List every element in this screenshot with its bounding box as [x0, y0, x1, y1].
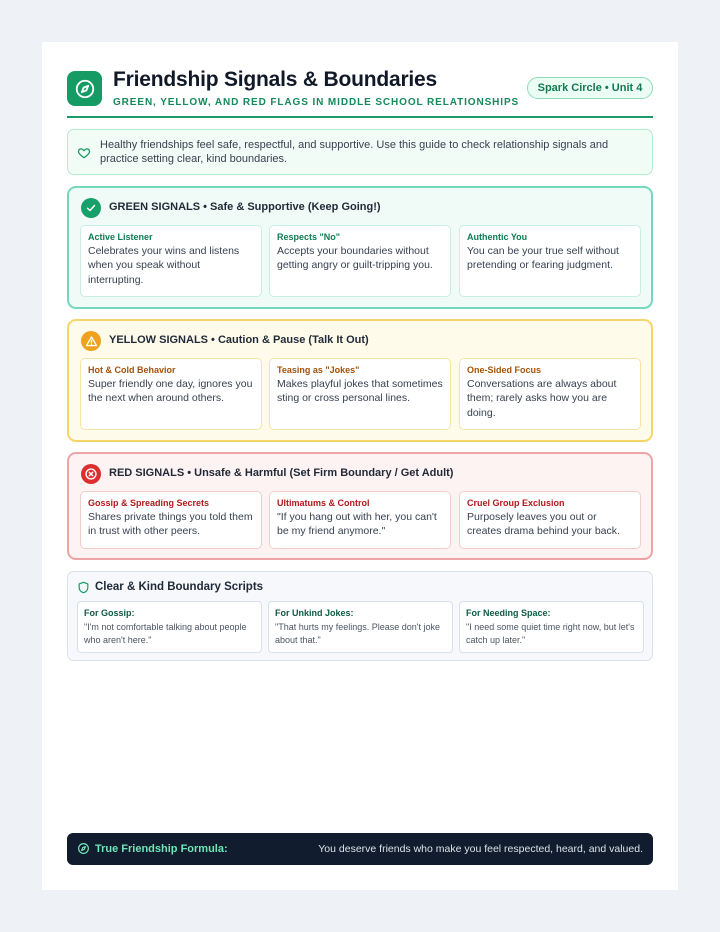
signal-card-title: One-Sided Focus	[467, 365, 542, 375]
signal-card	[459, 225, 641, 297]
boundary-scripts-section	[67, 571, 653, 661]
signal-card-text: Celebrates your wins and listens when you speak without interrupting.	[88, 245, 240, 286]
signal-card-text: Shares private things you told them in trust with other peers.	[88, 511, 253, 538]
signal-card	[80, 225, 262, 297]
signal-card-text: Conversations are always about them; rarely asks how you are doing.	[467, 378, 617, 419]
signal-card-title: Teasing as "Jokes"	[277, 365, 360, 375]
script-card	[268, 601, 453, 653]
warning-icon	[81, 331, 101, 351]
signal-card-title: Gossip & Spreading Secrets	[88, 498, 210, 508]
footer-label: True Friendship Formula:	[95, 843, 228, 855]
compass-icon	[77, 842, 90, 860]
signal-card-title: Cruel Group Exclusion	[467, 498, 565, 508]
signal-card	[459, 358, 641, 430]
shield-icon	[77, 581, 90, 599]
signal-card-text: Makes playful jokes that sometimes sting or cross personal lines.	[277, 378, 443, 405]
signal-card	[459, 491, 641, 549]
script-card-text: "I'm not comfortable talking about people who aren't here."	[84, 622, 247, 645]
scripts-title: Clear & Kind Boundary Scripts	[95, 581, 264, 593]
signal-card	[269, 358, 451, 430]
page-title: Friendship Signals & Boundaries	[113, 68, 438, 91]
yellow-section-title: YELLOW SIGNALS • Caution & Pause (Talk It Out)	[109, 334, 369, 346]
signal-card-text: You can be your true self without pretending or fearing judgment.	[467, 245, 619, 272]
script-card-title: For Needing Space:	[466, 608, 551, 618]
signal-card	[80, 358, 262, 430]
yellow-signals-section	[67, 319, 653, 442]
script-card	[459, 601, 644, 653]
script-card-text: "That hurts my feelings. Please don't joke about that."	[275, 622, 440, 645]
signal-card-title: Ultimatums & Control	[277, 498, 370, 508]
script-card-title: For Unkind Jokes:	[275, 608, 354, 618]
footer-text: You deserve friends who make you feel respected, heard, and valued.	[318, 843, 643, 855]
signal-card	[80, 491, 262, 549]
compass-icon	[67, 71, 102, 106]
intro-text: Healthy friendships feel safe, respectful, and supportive. Use this guide to check relationship signals and practice setting clear, kind boundaries.	[100, 139, 609, 165]
worksheet-page	[42, 42, 678, 890]
page-subtitle: GREEN, YELLOW, AND RED FLAGS IN MIDDLE SCHOOL RELATIONSHIPS	[113, 97, 520, 108]
intro-box	[67, 129, 653, 175]
signal-card	[269, 491, 451, 549]
green-signals-section	[67, 186, 653, 309]
signal-card-text: Super friendly one day, ignores you the next when around others.	[88, 378, 253, 405]
script-card	[77, 601, 262, 653]
signal-card-title: Hot & Cold Behavior	[88, 365, 176, 375]
signal-card-text: "If you hang out with her, you can't be my friend anymore."	[277, 511, 437, 538]
green-section-title: GREEN SIGNALS • Safe & Supportive (Keep Going!)	[109, 201, 381, 213]
signal-card-title: Authentic You	[467, 232, 528, 242]
signal-card-text: Purposely leaves you out or creates drama behind your back.	[467, 511, 620, 538]
footer-banner	[67, 833, 653, 865]
header-divider	[67, 116, 653, 118]
red-section-title: RED SIGNALS • Unsafe & Harmful (Set Firm Boundary / Get Adult)	[109, 467, 454, 479]
signal-card	[269, 225, 451, 297]
signal-card-title: Active Listener	[88, 232, 153, 242]
x-circle-icon	[81, 464, 101, 484]
signal-card-text: Accepts your boundaries without getting angry or guilt-tripping you.	[277, 245, 433, 272]
script-card-text: "I need some quiet time right now, but let's catch up later."	[466, 622, 635, 645]
red-signals-section	[67, 452, 653, 560]
heart-icon	[77, 146, 91, 165]
check-icon	[81, 198, 101, 218]
unit-badge: Spark Circle • Unit 4	[527, 77, 653, 99]
signal-card-title: Respects "No"	[277, 232, 341, 242]
script-card-title: For Gossip:	[84, 608, 135, 618]
